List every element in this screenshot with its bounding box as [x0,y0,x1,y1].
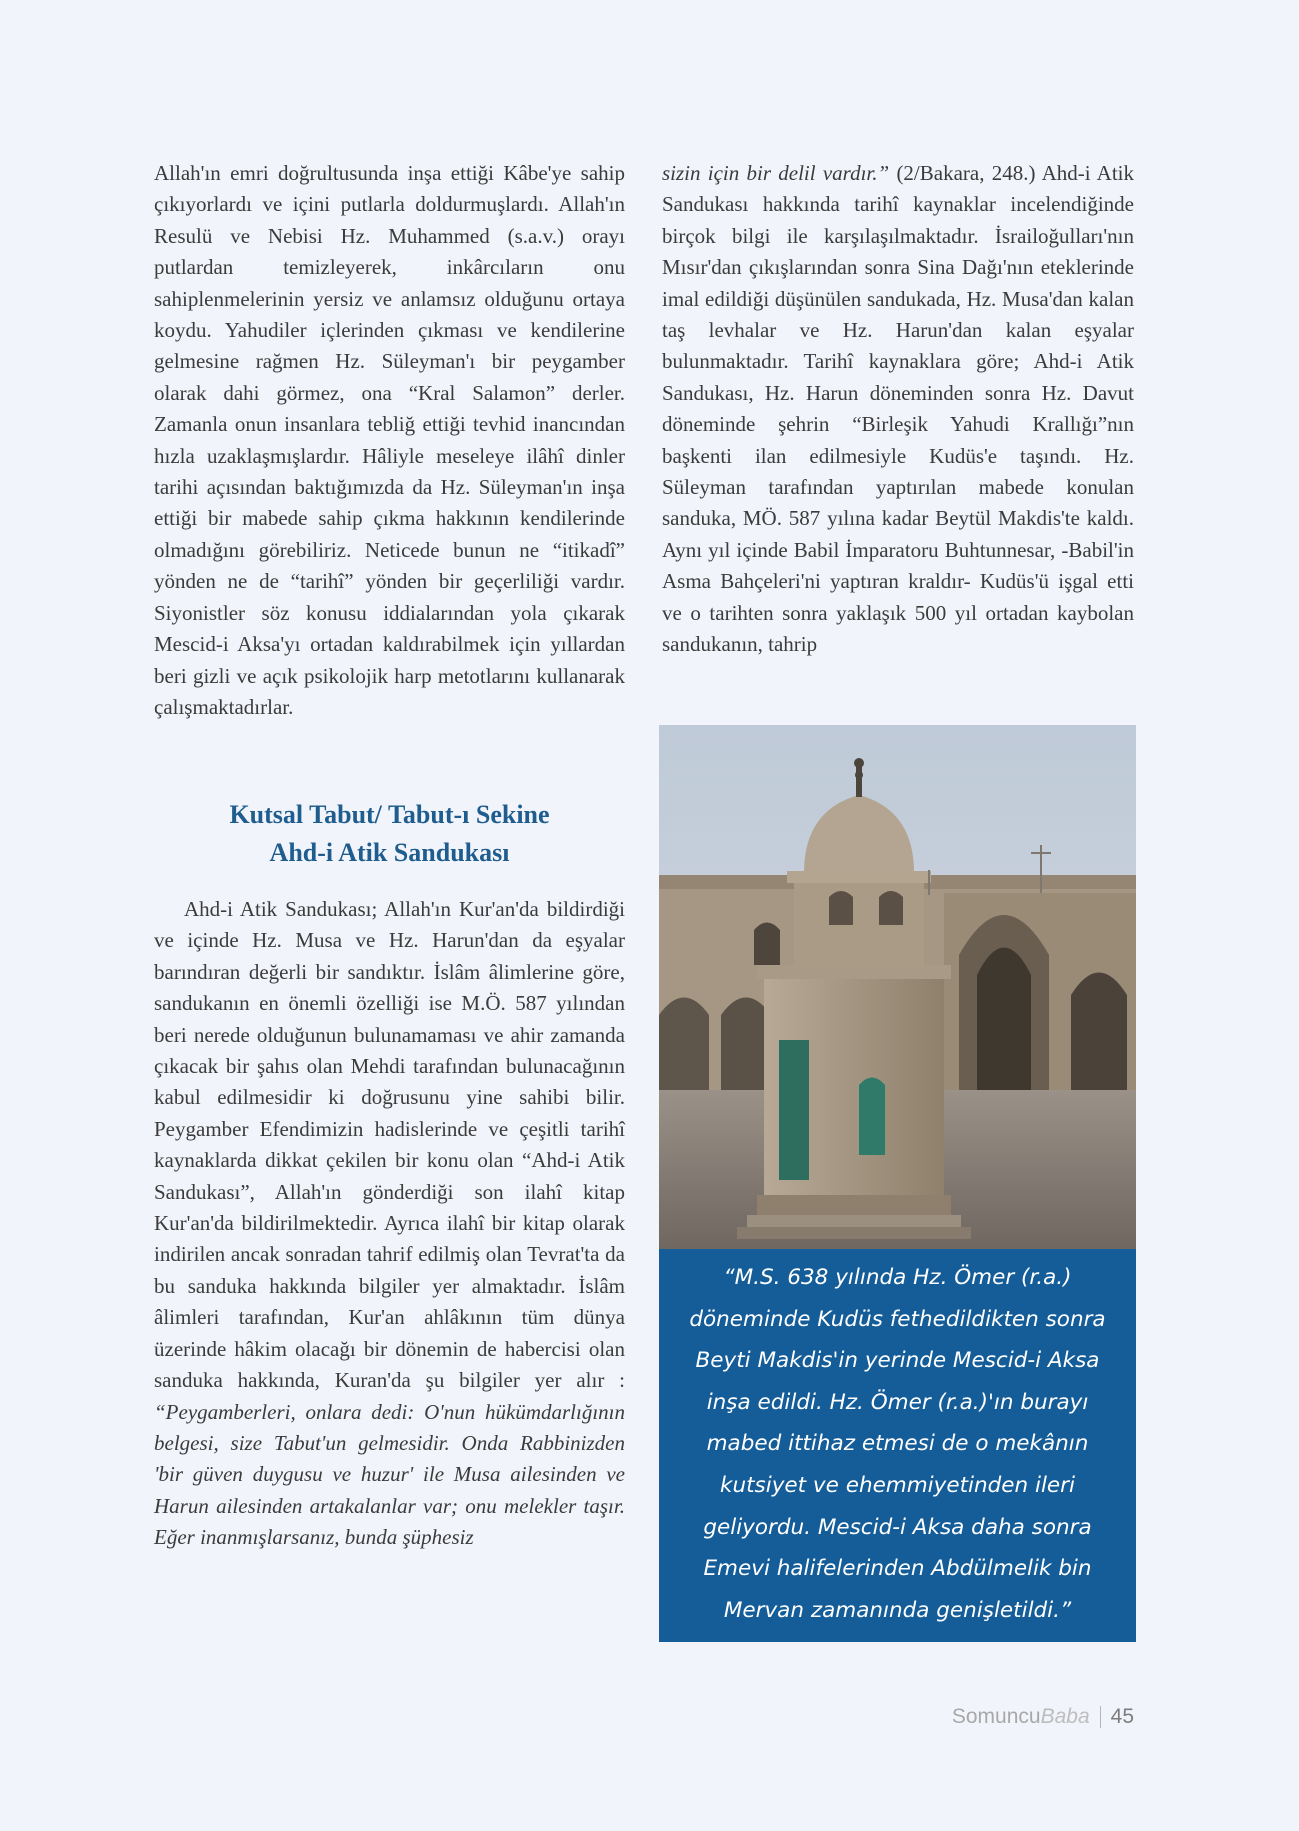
brand-name-part1: Somuncu [951,1705,1041,1728]
caption-line: Emevi halifelerinden Abdülmelik bin [703,1556,1092,1582]
section-heading [154,796,625,872]
heading-line-1: Kutsal Tabut/ Tabut-ı Sekine [229,800,550,829]
left-column-top [154,158,625,723]
heading-line-2: Ahd-i Atik Sandukası [269,838,510,867]
caption-line: geliyordu. Mescid-i Aksa daha sonra [703,1514,1092,1540]
brand-name-part2: Baba [1040,1705,1090,1728]
caption-line: mabed ittihaz etmesi de o mekânın [706,1431,1089,1457]
right-column [662,158,1134,661]
caption-line: kutsiyet ve ehemmiyetinden ileri [720,1472,1075,1498]
paragraph [662,158,1134,661]
paragraph-text: (2/Bakara, 248.) Ahd-i Atik Sandukası hakkında tarihî kaynaklar incelendiğinde birçok bilgi ile karşılaşılmaktadır. İsrailoğulları'nın Mısır'dan çıkışlarından sonra Sina Dağı'nın eteklerinde imal edildiği düşünülen sandukada, Hz. Musa'dan kalan taş levhalar ve Hz. Harun'dan kalan eşyalar bulunmaktadır. Tarihî kaynaklara göre; Ahd-i Atik Sandukası, Hz. Harun döneminden sonra Hz. Davut döneminde şehrin “Birleşik Yahudi Krallığı”nın başkenti ilan edilmesiyle Kudüs'e taşındı. Hz. Süleyman tarafından yaptırılan mabede konulan sanduka, MÖ. 587 yılına kadar Beytül Makdis'te kaldı. Aynı yıl içinde Babil İmparatoru Buhtunnesar, -Babil'in Asma Bahçeleri'ni yaptıran kraldır- Kudüs'ü işgal etti ve o tarihten sonra yaklaşık 500 yıl ortadan kaybolan sandukanın, tahrip [662,161,1134,657]
footer-divider [1100,1706,1101,1728]
quran-quote-end: sizin için bir delil vardır.” [662,161,890,185]
caption-line: döneminde Kudüs fethedildikten sonra [689,1306,1106,1332]
mosque-photo [659,725,1136,1249]
page-number: 45 [1110,1705,1134,1728]
paragraph [154,894,625,1554]
caption-line: “M.S. 638 yılında Hz. Ömer (r.a.) [723,1265,1072,1290]
left-column-bottom [154,894,625,1554]
paragraph: Allah'ın emri doğrultusunda inşa ettiği Kâbe'ye sahip çıkıyorlardı ve içini putlarla doldurmuşlardı. Allah'ın Resulü ve Nebisi Hz. Muhammed (s.a.v.) orayı putlardan temizleyerek, inkârcıların onu sahiplenmelerinin yersiz ve anlamsız olduğunu ortaya koydu. Yahudiler içlerinden çıkması ve kendilerine gelmesine rağmen Hz. Süleyman'ı bir peygamber olarak dahi görmez, ona “Kral Salamon” derler. Zamanla onun insanlara tebliğ ettiği tevhid inancından hızla uzaklaşmışlardır. Hâliyle meseleye ilâhî dinler tarihi açısından baktığımızda da Hz. Süleyman'ın inşa ettiği bir mabede sahip çıkma hakkının kendilerinde olmadığını görebiliriz. Neticede bunun ne “itikadî” yönden ne de “tarihî” yönden bir geçerliliği vardır. Siyonistler söz konusu iddialarından yola çıkarak Mescid-i Aksa'yı ortadan kaldırabilmek için yıllardan beri gizli ve açık psikolojik harp metotlarını kullanarak çalışmaktadırlar. [154,161,625,719]
page-footer [952,1705,1134,1729]
caption-line: Mervan zamanında genişletildi.” [723,1597,1072,1623]
caption-line: Beyti Makdis'in yerinde Mescid-i Aksa [695,1348,1100,1374]
photo-caption [659,1249,1136,1642]
paragraph-text: Ahd-i Atik Sandukası; Allah'ın Kur'an'da bildirdiği ve içinde Hz. Musa ve Hz. Harun'dan da eşyalar barındıran değerli bir sandıktır. İslâm âlimlerine göre, sandukanın en önemli özelliği ise M.Ö. 587 yılından beri nerede olduğunun bulunamaması ve ahir zamanda çıkacak bir şahıs olan Mehdi tarafından bulunacağının kabul edilmesidir ki doğrusunu yine sahibi bilir. Peygamber Efendimizin hadislerinde ve çeşitli tarihî kaynaklarda dikkat çekilen bir konu olan “Ahd-i Atik Sandukası”, Allah'ın gönderdiği son ilahî kitap Kur'an'da bildirilmektedir. Ayrıca ilahî bir kitap olarak indirilen ancak sonradan tahrif edilmiş olan Tevrat'ta da bu sanduka hakkında bilgiler yer almaktadır. İslâm âlimleri tarafından, Kur'an ahlâkının tüm dünya üzerinde hâkim olacağı bir dönemin de habercisi olan sanduka hakkında, Kuran'da şu bilgiler yer alır : [154,897,625,1393]
caption-line: inşa edildi. Hz. Ömer (r.a.)'ın burayı [706,1389,1089,1415]
quran-quote: “Peygamberleri, onlara dedi: O'nun hükümdarlığının belgesi, size Tabut'un gelmesidir. Onda Rabbinizden 'bir güven duygusu ve huzur' ile Musa ailesinden ve Harun ailesinden artakalanlar var; onu melekler taşır. Eğer inanmışlarsanız, bunda şüphesiz [154,1399,625,1550]
